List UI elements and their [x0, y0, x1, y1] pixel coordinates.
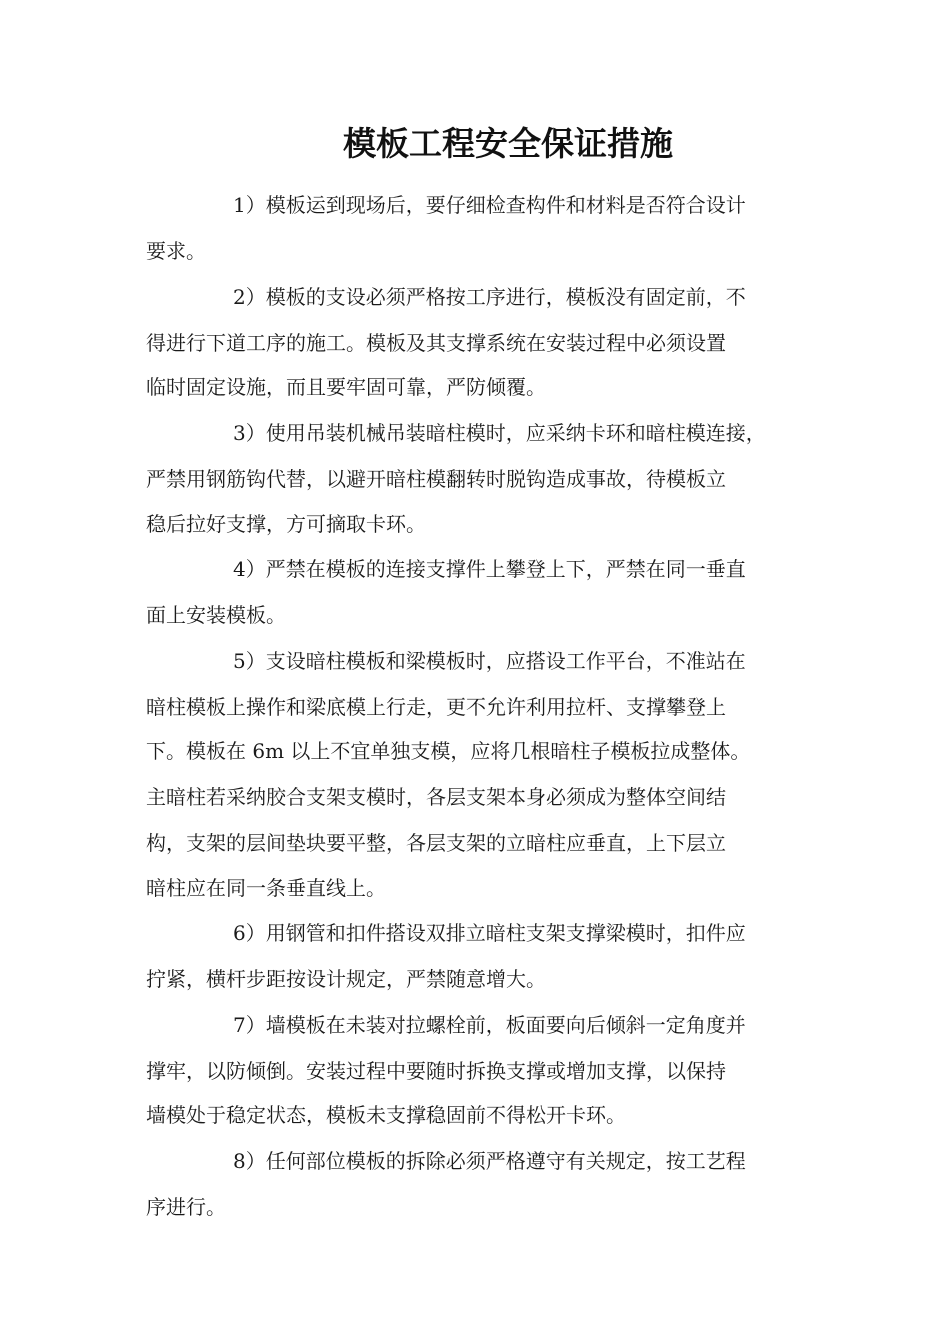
item-8-line-1: 8）任何部位模板的拆除必须严格遵守有关规定，按工艺程	[233, 1149, 746, 1173]
item-3-line-3: 稳后拉好支撑，方可摘取卡环。	[146, 512, 426, 536]
item-5-line-5: 构，支架的层间垫块要平整，各层支架的立暗柱应垂直，上下层立	[146, 831, 726, 855]
item-2-line-2: 得进行下道工序的施工。模板及其支撑系统在安装过程中必须设置	[146, 331, 726, 355]
item-3-line-2: 严禁用钢筋钩代替，以避开暗柱模翻转时脱钩造成事故，待模板立	[146, 467, 726, 491]
item-1-line-1: 1）模板运到现场后，要仔细检查构件和材料是否符合设计	[233, 193, 746, 217]
item-2-line-1: 2）模板的支设必须严格按工序进行，模板没有固定前，不	[233, 285, 746, 309]
item-7-line-1: 7）墙模板在未装对拉螺栓前，板面要向后倾斜一定角度并	[233, 1013, 746, 1037]
item-6-line-2: 拧紧，横杆步距按设计规定，严禁随意增大。	[146, 967, 546, 991]
item-4-line-2: 面上安装模板。	[146, 603, 286, 627]
item-5-line-2: 暗柱模板上操作和梁底模上行走，更不允许利用拉杆、支撑攀登上	[146, 695, 726, 719]
item-2-line-3: 临时固定设施，而且要牢固可靠，严防倾覆。	[146, 375, 546, 399]
item-6-line-1: 6）用钢管和扣件搭设双排立暗柱支架支撑梁模时，扣件应	[233, 921, 746, 945]
item-5-line-1: 5）支设暗柱模板和梁模板时，应搭设工作平台，不准站在	[233, 649, 746, 673]
item-1-line-2: 要求。	[146, 239, 206, 263]
item-7-line-2: 撑牢，以防倾倒。安装过程中要随时拆换支撑或增加支撑，以保持	[146, 1059, 726, 1083]
item-5-line-4: 主暗柱若采纳胶合支架支模时，各层支架本身必须成为整体空间结	[146, 785, 726, 809]
document-title: 模板工程安全保证措施	[343, 124, 673, 163]
item-3-line-1: 3）使用吊装机械吊装暗柱模时，应采纳卡环和暗柱模连接，	[233, 421, 766, 445]
item-4-line-1: 4）严禁在模板的连接支撑件上攀登上下，严禁在同一垂直	[233, 557, 746, 581]
item-5-line-6: 暗柱应在同一条垂直线上。	[146, 876, 386, 900]
item-7-line-3: 墙模处于稳定状态，模板未支撑稳固前不得松开卡环。	[146, 1103, 626, 1127]
item-5-line-3: 下。模板在 6m 以上不宜单独支模，应将几根暗柱子模板拉成整体。	[146, 739, 751, 763]
item-8-line-2: 序进行。	[146, 1195, 226, 1219]
